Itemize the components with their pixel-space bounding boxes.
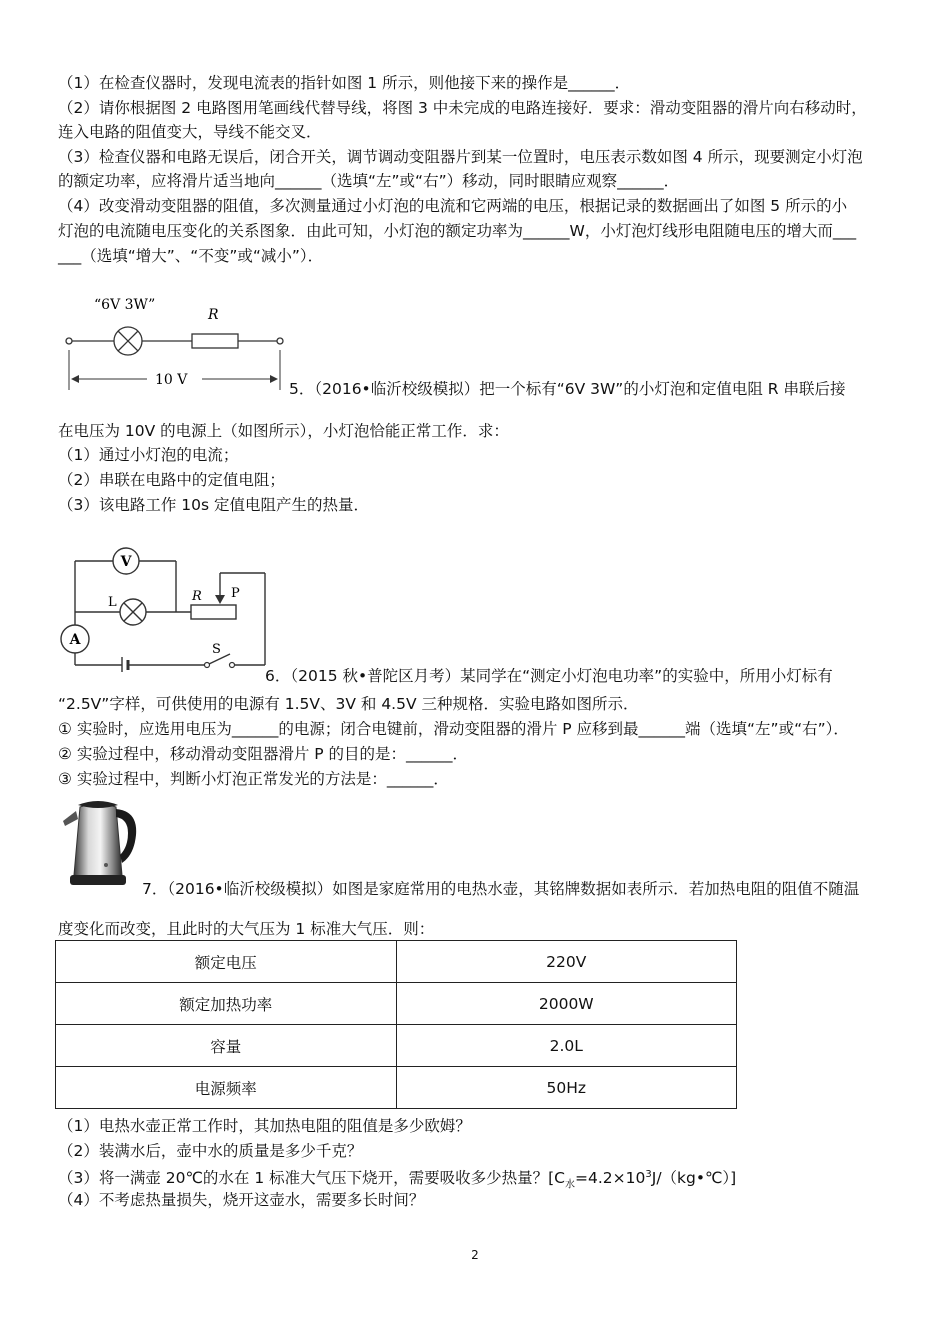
q6-text-cont: “2.5V”字样，可供使用的电源有 1.5V、3V 和 4.5V 三种规格．实验电路如图所示． — [58, 695, 639, 713]
q6-sub-2: ② 实验过程中，移动滑动变阻器滑片 P 的目的是：______． — [58, 745, 469, 763]
slider-arrow-icon — [215, 595, 225, 604]
q4-part-4-cont2: ___（选填“增大”、“不变”或“减小”）． — [58, 247, 324, 265]
table-row — [56, 1067, 737, 1109]
q6-sub-3: ③ 实验过程中，判断小灯泡正常发光的方法是：______． — [58, 770, 449, 788]
q4-part-4-cont: 灯泡的电流随电压变化的关系图象．由此可知，小灯泡的额定功率为______W，小灯泡灯线形电阻随电压的增大而___ — [58, 222, 857, 240]
q4-part-2: （2）请你根据图 2 电路图用笔画线代替导线，将图 3 中未完成的电路连接好．要求：滑动变阻器的滑片向右移动时， — [58, 99, 867, 117]
q7-sub-2: （2）装满水后，壶中水的质量是多少千克？ — [58, 1142, 363, 1160]
q4-part-4: （4）改变滑动变阻器的阻值，多次测量通过小灯泡的电流和它两端的电压，根据记录的数据画出了如图 5 所示的小 — [58, 197, 848, 215]
q4-part-3: （3）检查仪器和电路无误后，闭合开关，调节调动变阻器片到某一位置时，电压表示数如图 4 所示，现要测定小灯泡 — [58, 148, 863, 166]
q6-circuit-diagram — [58, 540, 270, 672]
q7-sub-3-pre: （3）将一满壶 20℃的水在 1 标准大气压下烧开，需要吸收多少热量？[C — [58, 1169, 566, 1188]
q7-sub-3-subscript: 水 — [565, 1179, 576, 1191]
ammeter-label: A — [69, 632, 81, 648]
lamp-rating-label: “6V 3W” — [94, 297, 156, 313]
q6-heading: 6．（2015 秋•普陀区月考）某同学在“测定小灯泡电功率”的实验中，所用小灯标有 — [265, 667, 833, 685]
spec-label: 容量 — [56, 1025, 397, 1067]
q7-sub-3-mid: =4.2×10 — [575, 1169, 646, 1188]
lamp-label: L — [108, 595, 117, 610]
table-row — [56, 941, 737, 983]
voltmeter-label: V — [120, 554, 132, 570]
spec-value: 50Hz — [396, 1067, 737, 1109]
q7-sub-3-post: J/（kg•℃）] — [651, 1169, 737, 1188]
rheostat-label: R — [192, 589, 202, 604]
slider-label: P — [231, 586, 240, 601]
switch-label: S — [212, 642, 221, 657]
spec-label: 电源频率 — [56, 1067, 397, 1109]
table-row — [56, 983, 737, 1025]
q4-part-2-cont: 连入电路的阻值变大，导线不能交叉． — [58, 123, 322, 141]
spec-value: 2.0L — [396, 1025, 737, 1067]
page-number: 2 — [471, 1248, 479, 1262]
right-terminal — [277, 338, 283, 344]
q5-heading: 5．（2016•临沂校级模拟）把一个标有“6V 3W”的小灯泡和定值电阻 R 串联后接 — [289, 380, 846, 398]
spec-value: 2000W — [396, 983, 737, 1025]
spec-label: 额定电压 — [56, 941, 397, 983]
q4-part-3-cont: 的额定功率，应将滑片适当地向______（选填“左”或“右”）移动，同时眼睛应观察______． — [58, 172, 680, 190]
q6-sub-1: ① 实验时，应选用电压为______的电源；闭合电键前，滑动变阻器的滑片 P 应移到最______端（选填“左”或“右”）． — [58, 720, 849, 738]
kettle-spec-table — [55, 940, 737, 1109]
q7-text-cont: 度变化而改变，且此时的大气压为 1 标准大气压．则： — [58, 920, 435, 938]
q7-sub-3-superscript: 3 — [645, 1169, 652, 1180]
q4-part-1: （1）在检查仪器时，发现电流表的指针如图 1 所示，则他接下来的操作是______． — [58, 74, 631, 92]
table-row — [56, 1025, 737, 1067]
q5-text-cont: 在电压为 10V 的电源上（如图所示），小灯泡恰能正常工作．求： — [58, 422, 509, 440]
resistor-label: R — [208, 307, 219, 323]
q7-sub-1: （1）电热水壶正常工作时，其加热电阻的阻值是多少欧姆？ — [58, 1117, 471, 1135]
spec-value: 220V — [396, 941, 737, 983]
q5-circuit-diagram — [62, 290, 287, 395]
q7-heading: 7．（2016•临沂校级模拟）如图是家庭常用的电热水壶，其铭牌数据如表所示．若加热电阻的阻值不随温 — [142, 880, 860, 898]
voltage-label: 10 V — [155, 372, 188, 388]
q7-sub-4: （4）不考虑热量损失，烧开这壶水，需要多长时间？ — [58, 1191, 425, 1209]
resistor-icon — [192, 334, 238, 348]
q5-sub-1: （1）通过小灯泡的电流； — [58, 446, 239, 464]
q5-sub-2: （2）串联在电路中的定值电阻； — [58, 471, 285, 489]
left-terminal — [66, 338, 72, 344]
rheostat-icon — [191, 605, 236, 619]
spec-label: 额定加热功率 — [56, 983, 397, 1025]
q5-sub-3: （3）该电路工作 10s 定值电阻产生的热量． — [58, 496, 370, 514]
electric-kettle-image — [58, 793, 143, 891]
